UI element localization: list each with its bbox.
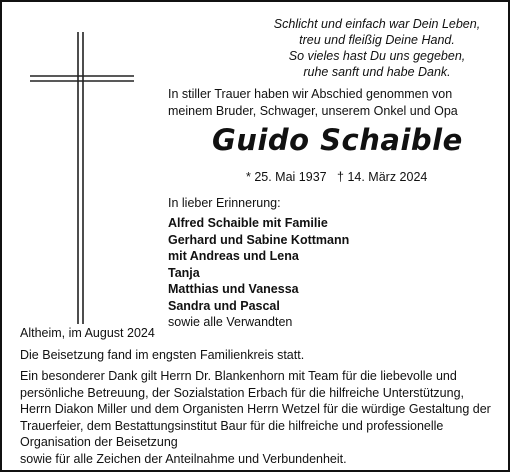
- closing-section: [20, 325, 506, 467]
- intro-line: In stiller Trauer haben wir Abschied genommen von: [168, 87, 453, 101]
- thanks-line: Organisation der Beisetzung: [20, 435, 178, 449]
- poem-line: So vieles hast Du uns gegeben,: [288, 49, 466, 63]
- life-dates: [246, 169, 427, 185]
- deceased-name: Guido Schaible: [212, 123, 463, 157]
- thanks-line: Herrn Diakon Miller und dem Organisten Herrn Wetzel für die würdige Gestaltung der: [20, 402, 491, 416]
- intro-line: meinem Bruder, Schwager, unserem Onkel und Opa: [168, 104, 458, 118]
- cross-icon: [2, 2, 162, 332]
- thanks-line: Ein besonderer Dank gilt Herrn Dr. Blankenhorn mit Team für die liebevolle und: [20, 369, 457, 383]
- family-member: Sandra und Pascal: [168, 298, 280, 313]
- thanks-text: [20, 368, 506, 467]
- poem-line: ruhe sanft und habe Dank.: [303, 65, 451, 79]
- family-member: sowie alle Verwandten: [168, 315, 293, 329]
- family-member: Alfred Schaible mit Familie: [168, 216, 328, 230]
- family-member: Tanja: [168, 265, 200, 280]
- poem-line: Schlicht und einfach war Dein Leben,: [273, 17, 481, 31]
- funeral-note: Die Beisetzung fand im engsten Familienkreis statt.: [20, 347, 305, 362]
- family-member: Gerhard und Sabine Kottmann: [168, 232, 350, 247]
- death-date: † 14. März 2024: [337, 170, 428, 184]
- thanks-line: persönliche Betreuung, der Sozialstation Erbach für die hilfreiche Unterstützung,: [20, 385, 465, 400]
- poem: [252, 16, 502, 80]
- birth-date: * 25. Mai 1937: [246, 170, 327, 184]
- family-list: [168, 215, 349, 331]
- thanks-line: Trauerfeier, dem Bestattungsinstitut Baur für die hilfreiche und professionelle: [20, 418, 444, 433]
- poem-line: treu und fleißig Deine Hand.: [299, 33, 455, 47]
- family-member: Matthias und Vanessa: [168, 282, 299, 296]
- intro-text: [168, 86, 458, 120]
- family-member: mit Andreas und Lena: [168, 249, 299, 263]
- place-date: Altheim, im August 2024: [20, 326, 155, 340]
- thanks-line: sowie für alle Zeichen der Anteilnahme und Verbundenheit.: [20, 451, 347, 466]
- memory-label: In lieber Erinnerung:: [168, 196, 281, 210]
